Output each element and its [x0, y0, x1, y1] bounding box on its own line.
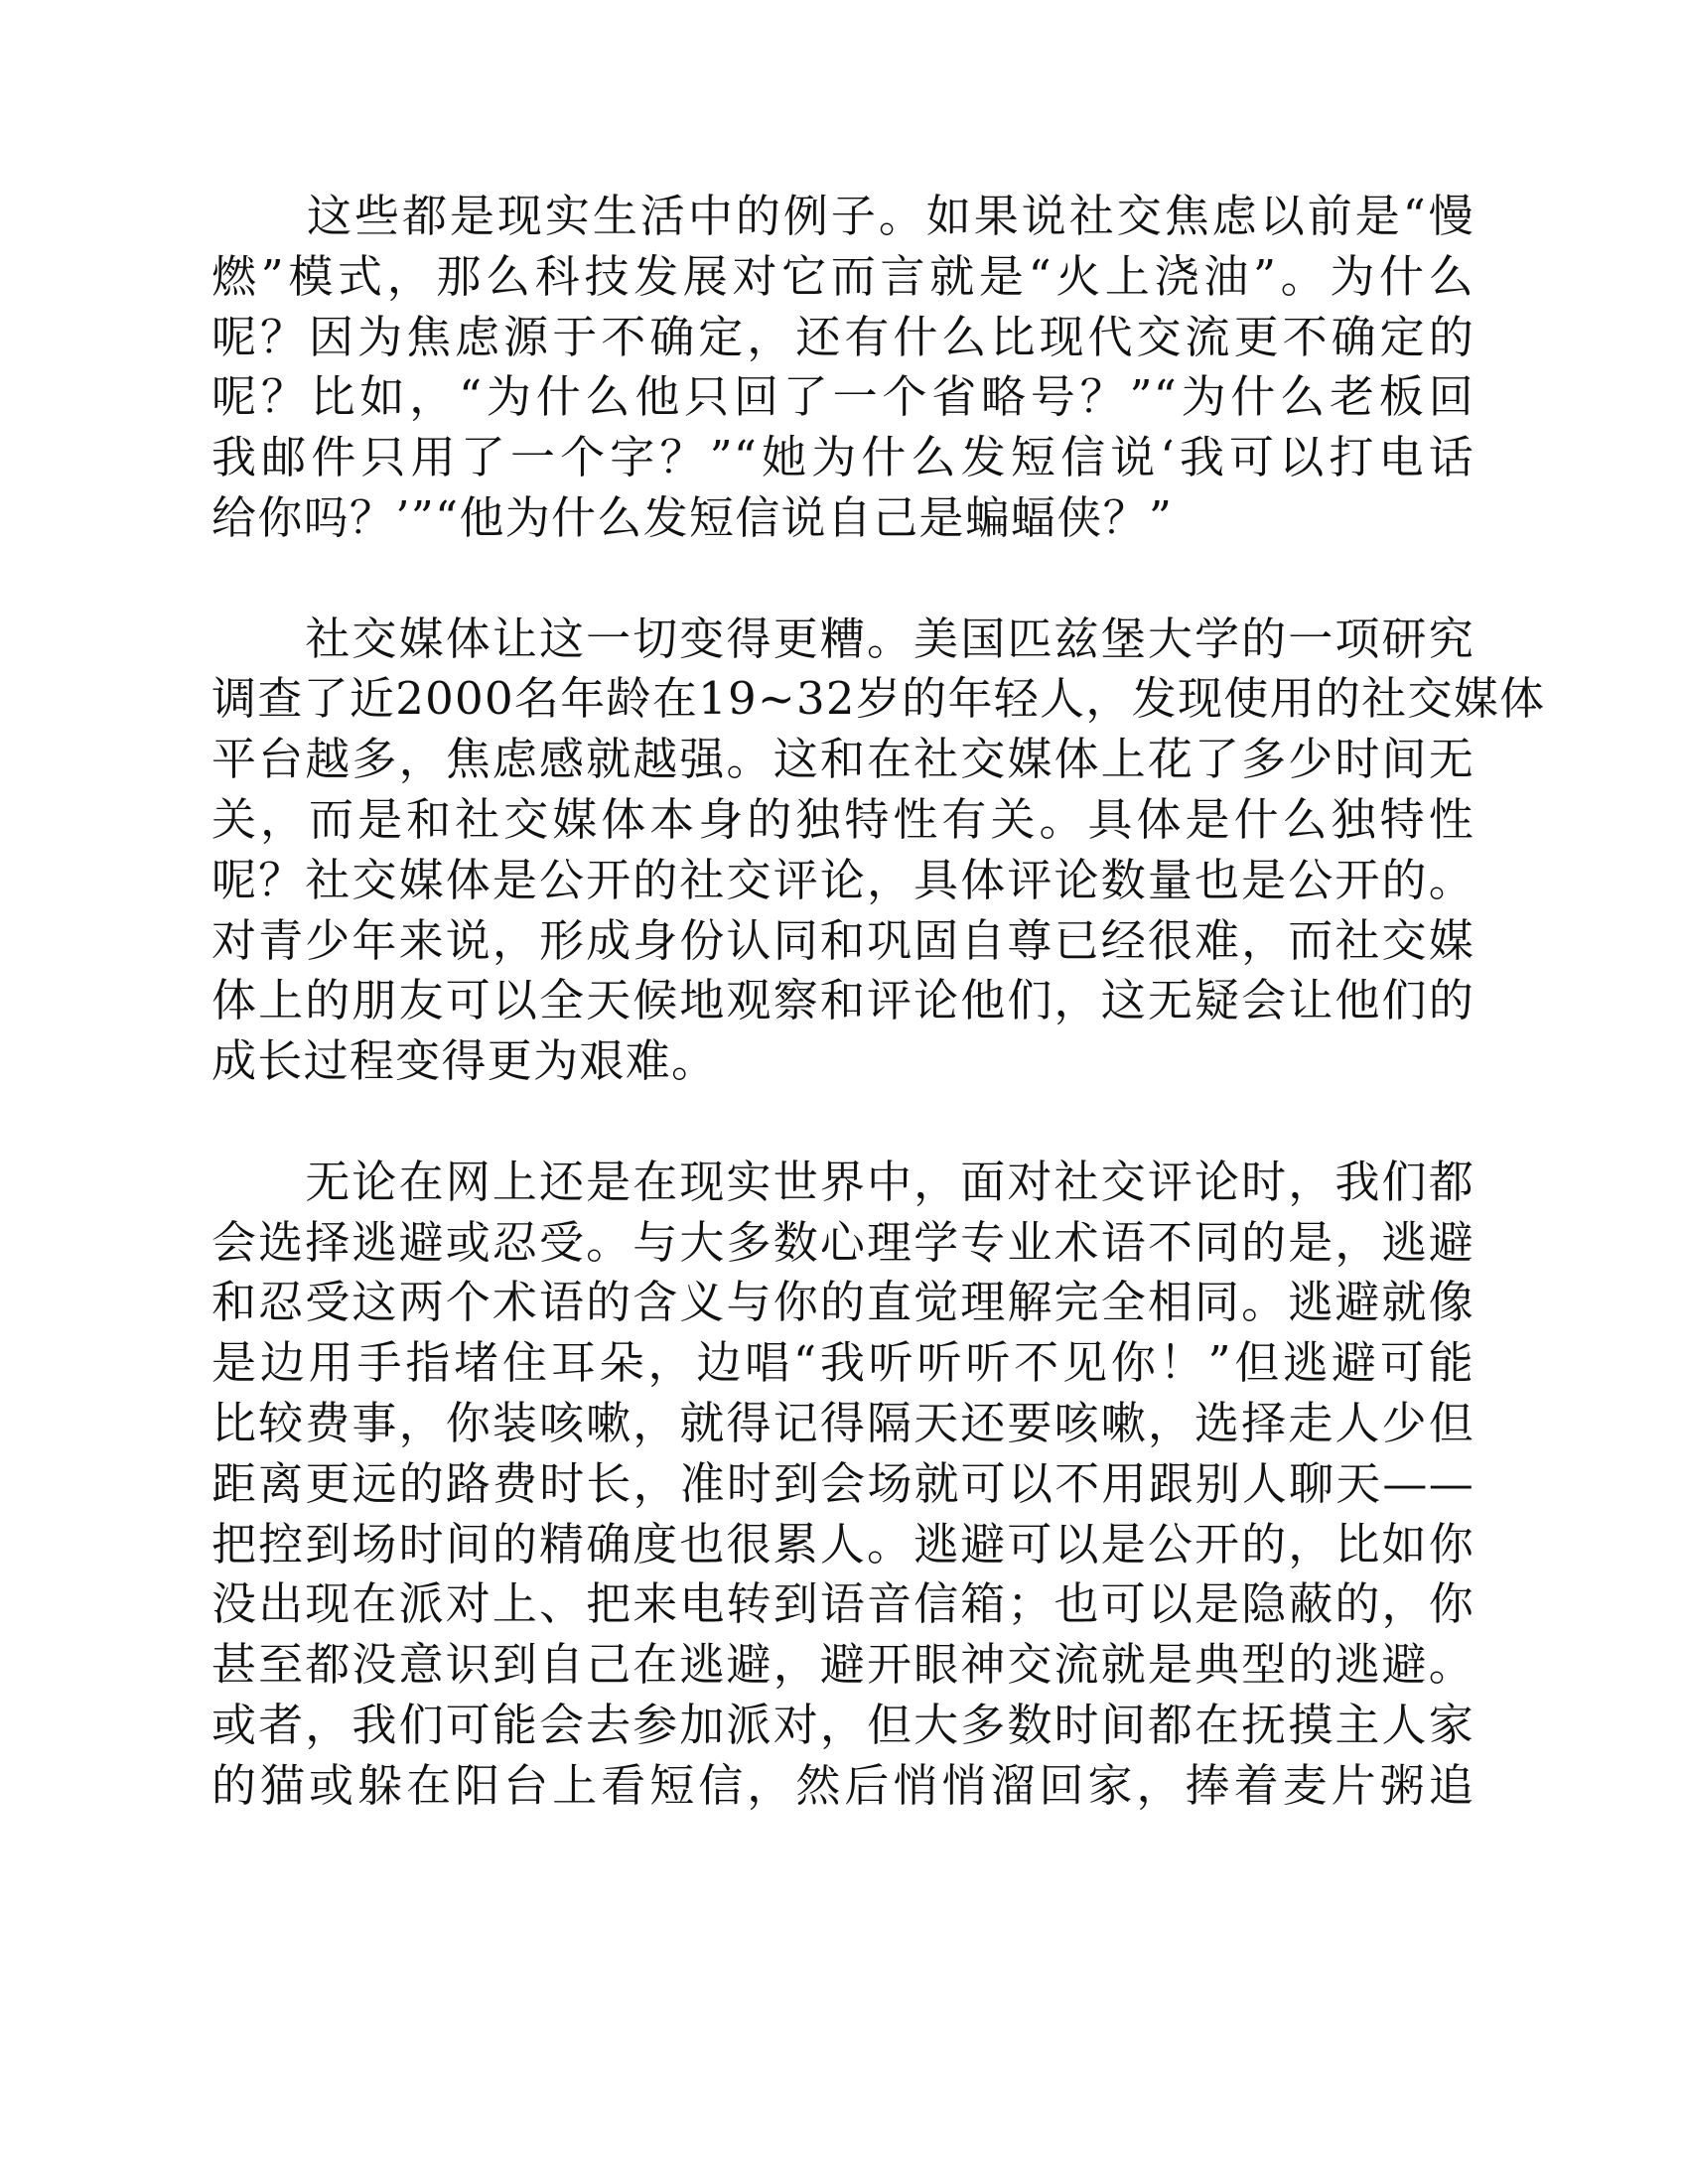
text-line: 距离更远的路费时长，准时到会场就可以不用跟别人聊天—— — [211, 1456, 1475, 1510]
text-line: 燃”模式，那么科技发展对它而言就是“火上浇油”。为什么 — [211, 249, 1475, 303]
text-line: 没出现在派对上、把来电转到语音信箱；也可以是隐蔽的，你 — [211, 1577, 1475, 1631]
text-line: 呢？因为焦虑源于不确定，还有什么比现代交流更不确定的 — [211, 310, 1475, 363]
text-line: 的猫或躲在阳台上看短信，然后悄悄溜回家，捧着麦片粥追 — [211, 1758, 1475, 1812]
text-line: 甚至都没意识到自己在逃避，避开眼神交流就是典型的逃避。 — [211, 1638, 1475, 1692]
text-line: 把控到场时间的精确度也很累人。逃避可以是公开的，比如你 — [211, 1517, 1475, 1570]
paragraph-2 — [211, 610, 1546, 1092]
text-line: 社交媒体让这一切变得更糟。美国匹兹堡大学的一项研究 — [211, 612, 1475, 665]
text-line: 成长过程变得更为艰难。 — [211, 1034, 718, 1088]
text-line: 我邮件只用了一个字？”“她为什么发短信说‘我可以打电话 — [211, 431, 1475, 484]
text-line: 会选择逃避或忍受。与大多数心理学专业术语不同的是，逃避 — [211, 1215, 1475, 1269]
text-line: 或者，我们可能会去参加派对，但大多数时间都在抚摸主人家 — [211, 1698, 1475, 1751]
paragraph-3 — [211, 1153, 1475, 1817]
text-line: 无论在网上还是在现实世界中，面对社交评论时，我们都 — [211, 1155, 1475, 1208]
body-text — [211, 187, 1546, 1817]
text-line: 对青少年来说，形成身份认同和巩固自尊已经很难，而社交媒 — [211, 913, 1475, 967]
paragraph-gap — [211, 1092, 1475, 1153]
text-line: 平台越多，焦虑感就越强。这和在社交媒体上花了多少时间无 — [211, 733, 1475, 786]
text-line: 调查了近2000名年龄在19~32岁的年轻人，发现使用的社交媒体 — [211, 672, 1546, 726]
text-line: 关，而是和社交媒体本身的独特性有关。具体是什么独特性 — [211, 792, 1475, 846]
text-line: 是边用手指堵住耳朵，边唱“我听听听不见你！”但逃避可能 — [211, 1336, 1475, 1390]
text-line: 体上的朋友可以全天候地观察和评论他们，这无疑会让他们的 — [211, 974, 1475, 1027]
text-line: 给你吗？’”“他为什么发短信说自己是蝙蝠侠？” — [211, 490, 1174, 544]
text-line: 呢？比如，“为什么他只回了一个省略号？”“为什么老板回 — [211, 370, 1475, 424]
text-line: 这些都是现实生活中的例子。如果说社交焦虑以前是“慢 — [211, 190, 1475, 242]
text-line: 呢？社交媒体是公开的社交评论，具体评论数量也是公开的。 — [211, 853, 1475, 906]
text-line: 和忍受这两个术语的含义与你的直觉理解完全相同。逃避就像 — [211, 1276, 1475, 1329]
text-line: 比较费事，你装咳嗽，就得记得隔天还要咳嗽，选择走人少但 — [211, 1396, 1475, 1449]
paragraph-1 — [211, 187, 1475, 549]
paragraph-gap — [211, 549, 1475, 610]
